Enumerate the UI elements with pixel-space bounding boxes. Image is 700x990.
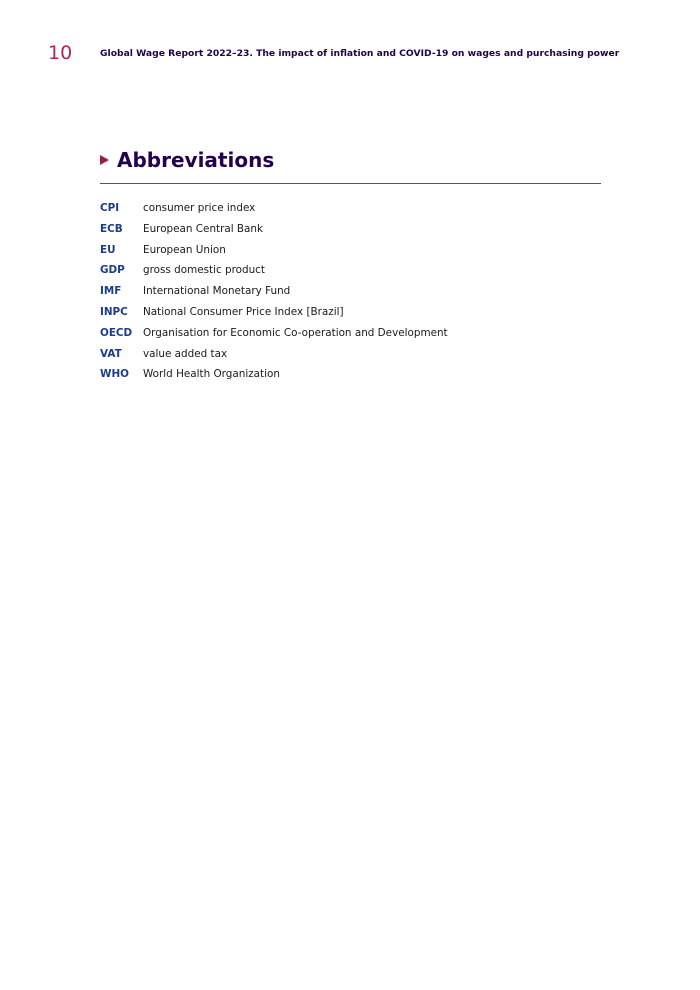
abbreviation-definition: consumer price index (143, 202, 256, 214)
abbreviation-definition: European Central Bank (143, 222, 264, 235)
abbreviation-definition: World Health Organization (143, 368, 280, 381)
page-number: 10 (48, 42, 73, 64)
abbreviation-row (100, 369, 601, 390)
abbreviation-term: ECB (100, 222, 123, 235)
abbreviation-definition: International Monetary Fund (143, 285, 291, 298)
abbreviation-term: OECD (100, 326, 133, 339)
abbreviation-term: INPC (100, 305, 128, 318)
heading-divider (100, 183, 601, 184)
abbreviation-term: EU (100, 243, 116, 256)
abbreviation-list (100, 203, 601, 390)
abbreviation-row (100, 224, 601, 245)
abbreviations-section (100, 148, 601, 406)
abbreviation-definition: gross domestic product (143, 264, 265, 277)
abbreviation-definition: National Consumer Price Index [Brazil] (143, 305, 344, 318)
abbreviation-row (100, 307, 601, 328)
abbreviation-row (100, 203, 601, 224)
abbreviation-row (100, 265, 601, 286)
abbreviation-term: GDP (100, 264, 125, 277)
section-title: Abbreviations (117, 148, 275, 172)
abbreviation-term: VAT (100, 347, 122, 360)
abbreviation-definition: value added tax (143, 347, 228, 360)
abbreviation-term: CPI (100, 202, 120, 214)
abbreviation-term: WHO (100, 368, 129, 381)
abbreviation-definition: Organisation for Economic Co-operation and Development (143, 326, 448, 339)
abbreviation-row (100, 328, 601, 349)
section-heading (100, 148, 601, 172)
abbreviation-term: IMF (100, 285, 122, 298)
triangle-right-icon (100, 155, 109, 165)
abbreviation-definition: European Union (143, 243, 226, 256)
running-header: Global Wage Report 2022–23. The impact of inflation and COVID-19 on wages and purchasing power (100, 48, 620, 59)
abbreviation-row (100, 349, 601, 370)
abbreviation-row (100, 286, 601, 307)
abbreviation-row (100, 245, 601, 266)
